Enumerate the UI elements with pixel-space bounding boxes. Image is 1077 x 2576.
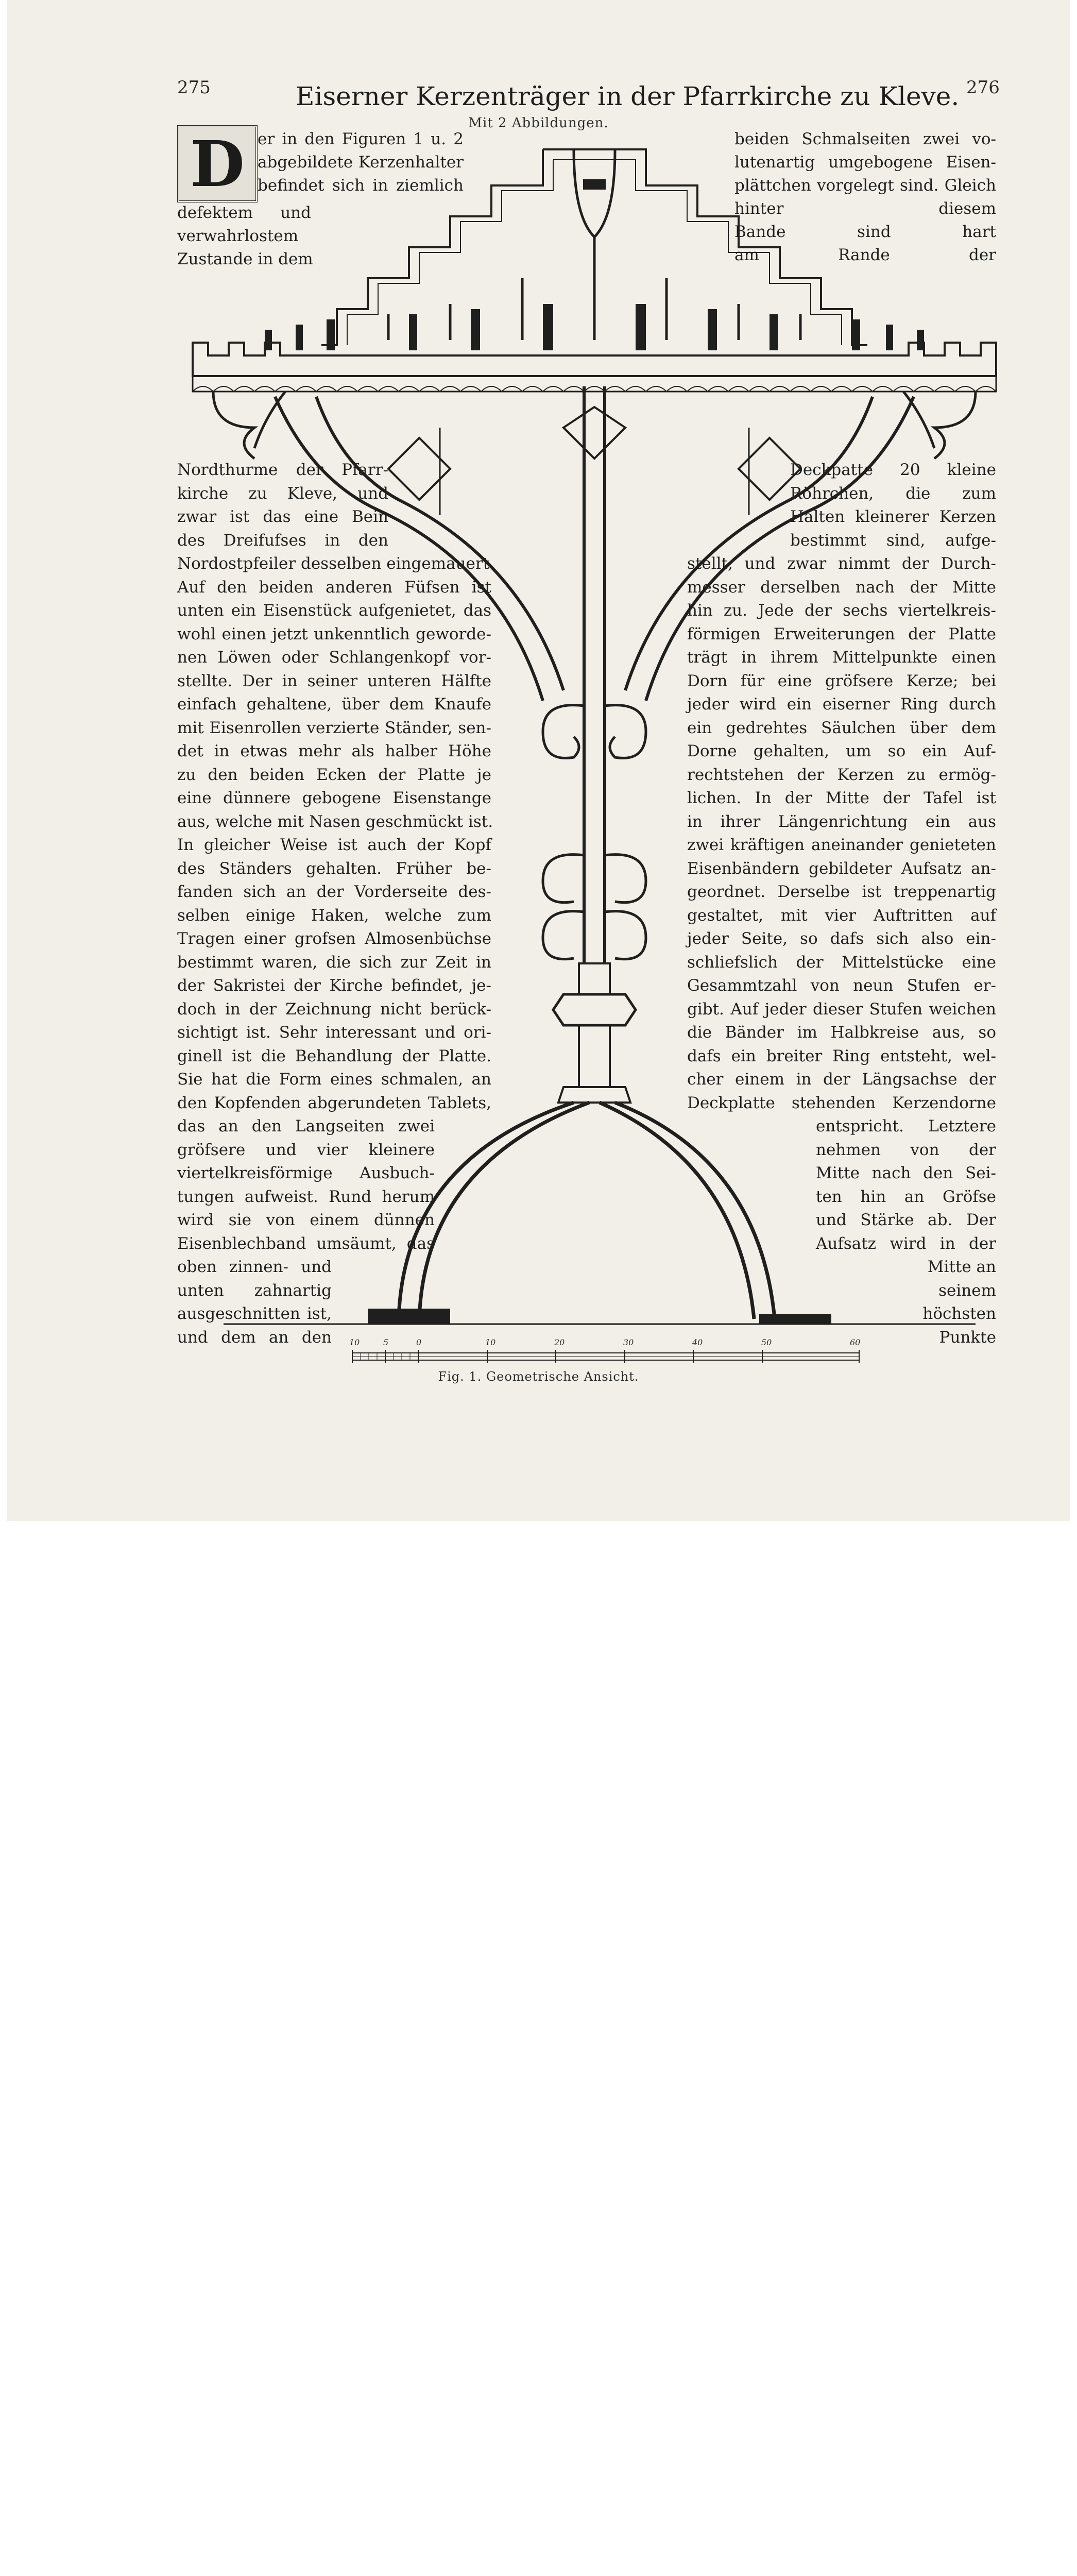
- text-line: Mitte an: [927, 1258, 996, 1276]
- candlestick-illustration: [182, 139, 1006, 1340]
- text-line: verwahrlostem: [177, 227, 299, 245]
- text-line: ginell ist die Behandlung der Platte.: [177, 1046, 491, 1065]
- text-line: einfach gehaltene, über dem Knaufe: [177, 695, 491, 714]
- text-line: jeder Seite, so dafs sich also ein-: [687, 929, 996, 948]
- text-line: Sie hat die Form eines schmalen, an: [177, 1070, 491, 1089]
- text-line: Eisenbändern gebildeter Aufsatz an-: [687, 859, 996, 878]
- text-line: fanden sich an der Vorderseite des-: [177, 883, 491, 901]
- text-line: zwar ist das eine Bein: [177, 507, 388, 526]
- text-line: beiden Schmalseiten zwei vo-: [734, 130, 996, 148]
- text-line: höchsten: [922, 1304, 996, 1323]
- text-line: zwei kräftigen aneinander genieteten: [687, 836, 996, 854]
- text-line: messer derselben nach der Mitte: [687, 578, 996, 597]
- text-line: plättchen vorgelegt sind. Gleich: [734, 176, 996, 195]
- text-line: unten ein Eisenstück aufgenietet, das: [177, 601, 491, 620]
- text-line: seinem: [938, 1281, 996, 1300]
- left-bracket: [213, 392, 285, 459]
- upper-scrolls: [543, 705, 646, 758]
- text-line: er in den Figuren 1 u. 2: [258, 130, 464, 148]
- text-line: bestimmt sind, aufge-: [790, 531, 996, 550]
- candle-spikes: [388, 273, 800, 340]
- battlement-plate: [193, 343, 996, 376]
- text-line: geordnet. Derselbe ist treppenartig: [687, 883, 996, 901]
- text-line: entspricht. Letztere: [816, 1117, 996, 1136]
- text-line: stellte. Der in seiner unteren Hälfte: [177, 671, 491, 690]
- text-line: der Sakristei der Kirche befindet, je-: [177, 976, 491, 995]
- text-line: in ihrer Längenrichtung ein aus: [687, 812, 996, 831]
- lower-scrolls: [543, 855, 646, 959]
- scale-tick-label: 5: [383, 1337, 389, 1347]
- page-number-right: 276: [966, 77, 1000, 98]
- scale-tick-label: 40: [692, 1337, 703, 1347]
- scale-tick-label: 20: [554, 1337, 565, 1347]
- right-bracket: [903, 392, 976, 459]
- text-line: förmigen Erweiterungen der Platte: [687, 624, 996, 643]
- text-line: mit Eisenrollen verzierte Ständer, sen-: [177, 718, 491, 737]
- text-line: trägt in ihrem Mittelpunkte einen: [687, 648, 996, 667]
- text-line: sichtigt ist. Sehr interessant und ori-: [177, 1023, 491, 1042]
- scale-tick-label: 0: [416, 1337, 422, 1347]
- central-shaft: [584, 386, 605, 963]
- text-line: ein gedrehtes Säulchen über dem: [687, 718, 996, 737]
- text-line: Nordostpfeiler desselben eingemauert.: [177, 554, 495, 573]
- text-line: Tragen einer grofsen Almosenbüchse: [177, 929, 491, 948]
- text-line: Bande sind hart: [734, 223, 996, 241]
- text-line: jeder wird ein eiserner Ring durch: [687, 695, 996, 714]
- text-line: wohl einen jetzt unkenntlich geworde-: [177, 624, 491, 643]
- text-line: Halten kleinerer Kerzen: [790, 507, 996, 526]
- text-line: nen Löwen oder Schlangenkopf vor-: [177, 648, 491, 667]
- tripod-legs: [399, 1103, 775, 1319]
- text-line: bestimmt waren, die sich zur Zeit in: [177, 953, 491, 972]
- text-line: lutenartig umgebogene Eisen-: [734, 153, 996, 172]
- text-line: stellt, und zwar nimmt der Durch-: [687, 554, 996, 573]
- scale-tick-label: 50: [761, 1337, 772, 1347]
- text-line: den Kopfenden abgerundeten Tablets,: [177, 1093, 491, 1112]
- figure-caption: Fig. 1. Geometrische Ansicht.: [438, 1369, 639, 1384]
- text-line: doch in der Zeichnung nicht berück-: [177, 999, 491, 1019]
- dropcap-letter: D: [190, 127, 245, 201]
- text-line: cher einem in der Längsachse der: [687, 1070, 996, 1089]
- text-line: Zustande in dem: [177, 250, 313, 268]
- scale-tick-label: 10: [485, 1337, 496, 1347]
- text-line: nehmen von der: [816, 1140, 996, 1159]
- text-line: eine dünnere gebogene Eisenstange: [177, 789, 491, 807]
- page-number-left: 275: [177, 77, 211, 98]
- text-line: das an den Langseiten zwei: [177, 1117, 435, 1136]
- scanned-page: [7, 0, 1070, 1521]
- text-line: Eisenblechband umsäumt, das: [177, 1234, 435, 1253]
- text-line: Nordthurme der Pfarr-: [177, 461, 388, 479]
- text-line: gestaltet, mit vier Auftritten auf: [687, 906, 996, 925]
- text-line: Dorn für eine gröfsere Kerze; bei: [687, 671, 996, 690]
- page-title: Eiserner Kerzenträger in der Pfarrkirche zu Kleve.: [296, 81, 960, 111]
- text-line: und Stärke ab. Der: [816, 1211, 996, 1229]
- scale-tick-label: 30: [623, 1337, 634, 1347]
- text-line: tungen aufweist. Rund herum: [177, 1187, 435, 1206]
- text-line: det in etwas mehr als halber Höhe: [177, 742, 491, 760]
- text-line: rechtstehen der Kerzen zu ermög-: [687, 765, 996, 784]
- text-line: defektem und: [177, 204, 311, 222]
- text-line: ausgeschnitten ist,: [177, 1304, 332, 1323]
- text-line: des Ständers gehalten. Früher be-: [177, 859, 491, 878]
- text-line: abgebildete Kerzenhalter: [258, 153, 464, 172]
- footer-bar: [0, 1521, 1077, 1616]
- text-line: dafs ein breiter Ring entsteht, wel-: [687, 1046, 996, 1065]
- text-line: Deckpatte 20 kleine: [790, 461, 996, 479]
- text-line: oben zinnen- und: [177, 1258, 332, 1276]
- text-line: Gesammtzahl von neun Stufen er-: [687, 976, 996, 995]
- text-line: Aufsatz wird in der: [816, 1234, 996, 1253]
- scale-bar: [348, 1349, 863, 1367]
- text-line: unten zahnartig: [177, 1281, 332, 1300]
- text-line: lichen. In der Mitte der Tafel ist: [687, 789, 996, 807]
- text-line: Auf den beiden anderen Füfsen ist: [177, 578, 491, 597]
- text-line: viertelkreisförmige Ausbuch-: [177, 1164, 435, 1182]
- text-line: kirche zu Kleve, und: [177, 484, 388, 503]
- text-line: Deckplatte stehenden Kerzendorne: [687, 1093, 996, 1112]
- text-line: ten hin an Gröfse: [816, 1187, 996, 1206]
- text-line: und dem an den: [177, 1328, 332, 1347]
- text-line: hinter diesem: [734, 199, 996, 218]
- text-line: aus, welche mit Nasen geschmückt ist.: [177, 812, 493, 831]
- text-line: Punkte: [939, 1328, 996, 1347]
- text-line: schliefslich der Mittelstücke eine: [687, 953, 996, 972]
- text-line: selben einige Haken, welche zum: [177, 906, 491, 925]
- text-line: am Rande der: [734, 246, 996, 264]
- scale-tick-label: 10: [349, 1337, 360, 1347]
- scale-tick-label: 60: [850, 1337, 861, 1347]
- text-line: wird sie von einem dünnen: [177, 1211, 435, 1229]
- text-line: des Dreifufses in den: [177, 531, 388, 550]
- text-line: die Bänder im Halbkreise aus, so: [687, 1023, 996, 1042]
- page-subtitle: Mit 2 Abbildungen.: [468, 115, 609, 131]
- text-line: gröfsere und vier kleinere: [177, 1140, 435, 1159]
- text-line: zu den beiden Ecken der Platte je: [177, 765, 491, 784]
- text-line: Dorne gehalten, um so ein Auf-: [687, 742, 996, 760]
- text-line: gibt. Auf jeder dieser Stufen weichen: [687, 999, 996, 1019]
- text-line: In gleicher Weise ist auch der Kopf: [177, 836, 491, 854]
- text-line: Mitte nach den Sei-: [816, 1164, 996, 1182]
- text-line: hin zu. Jede der sechs viertelkreis-: [687, 601, 996, 620]
- right-arm: [625, 397, 914, 701]
- text-line: befindet sich in ziemlich: [258, 176, 464, 195]
- left-arm: [275, 397, 563, 701]
- knob: [553, 994, 636, 1025]
- text-line: Röhrchen, die zum: [790, 484, 996, 503]
